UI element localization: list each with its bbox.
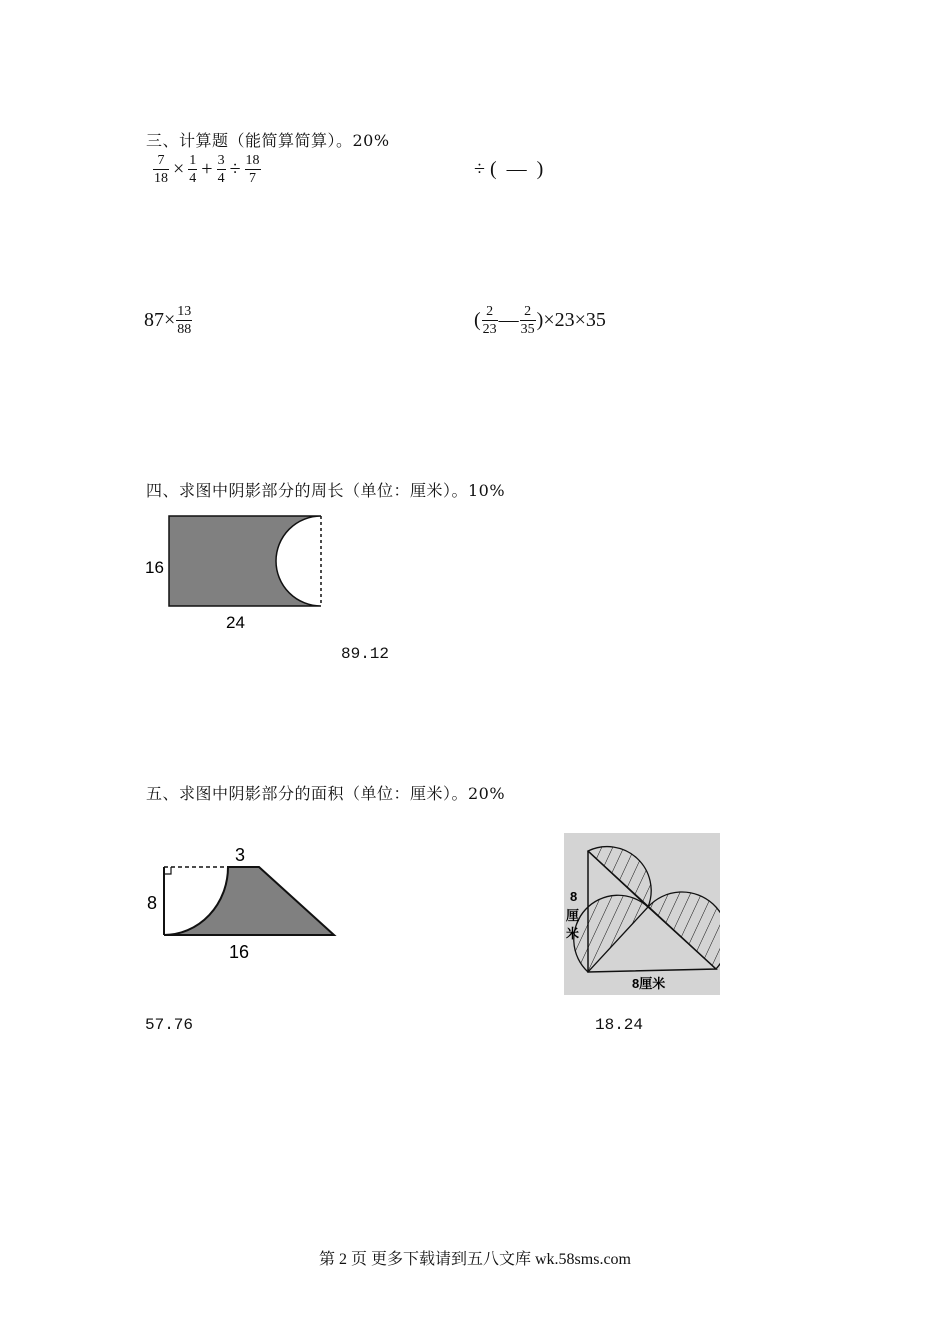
bottom-label: 16 (229, 942, 250, 962)
side-label-number: 8 (570, 889, 578, 904)
fraction: $\frac{3}{4}$ (217, 153, 225, 186)
fraction: $\frac{13}{88}$ (177, 304, 192, 337)
fraction: $\frac{2}{35}$ (520, 304, 535, 337)
fraction: $\frac{18}{7}$ (245, 153, 260, 186)
side-label-char-2: 米 (566, 926, 580, 941)
area-figure-right (564, 833, 720, 995)
operator: × (173, 158, 185, 180)
section-4-heading: 四、求图中阴影部分的周长（单位：厘米）。10% (146, 481, 506, 500)
answer-area-left: 57.76 (145, 1016, 194, 1034)
perimeter-figure (140, 510, 340, 635)
shaded-region (169, 516, 321, 606)
expression-2: ÷ ( — ) (474, 158, 544, 180)
operator: + (201, 158, 213, 180)
expression-4: ( $\frac{2}{23}$ — $\frac{2}{35}$ )×23×35 (474, 304, 606, 337)
page-footer: 第 2 页 更多下载请到五八文库 wk.58sms.com (318, 1251, 631, 1268)
answer-perimeter: 89.12 (341, 645, 390, 663)
fraction: $\frac{1}{4}$ (189, 153, 197, 186)
expression-1 (152, 152, 262, 187)
bottom-label: 8厘米 (632, 976, 666, 991)
section-5-heading: 五、求图中阴影部分的面积（单位：厘米）。20% (146, 784, 506, 803)
top-label: 3 (235, 845, 246, 865)
operator: ÷ (229, 158, 241, 180)
shaded-region (164, 867, 334, 935)
side-label: 8 (147, 893, 158, 913)
fraction: $\frac{7}{18}$ (154, 153, 168, 186)
bottom-label: 24 (226, 613, 245, 632)
expression-3: 87× $\frac{13}{88}$ (144, 304, 192, 337)
right-angle-mark (164, 867, 171, 874)
answer-area-right: 18.24 (595, 1016, 644, 1034)
fraction: $\frac{2}{23}$ (482, 304, 497, 337)
section-3-heading: 三、计算题（能简算简算）。20% (146, 131, 390, 150)
area-figure-left (140, 838, 345, 968)
side-label: 16 (145, 558, 164, 577)
side-label-char-1: 厘 (566, 908, 580, 923)
